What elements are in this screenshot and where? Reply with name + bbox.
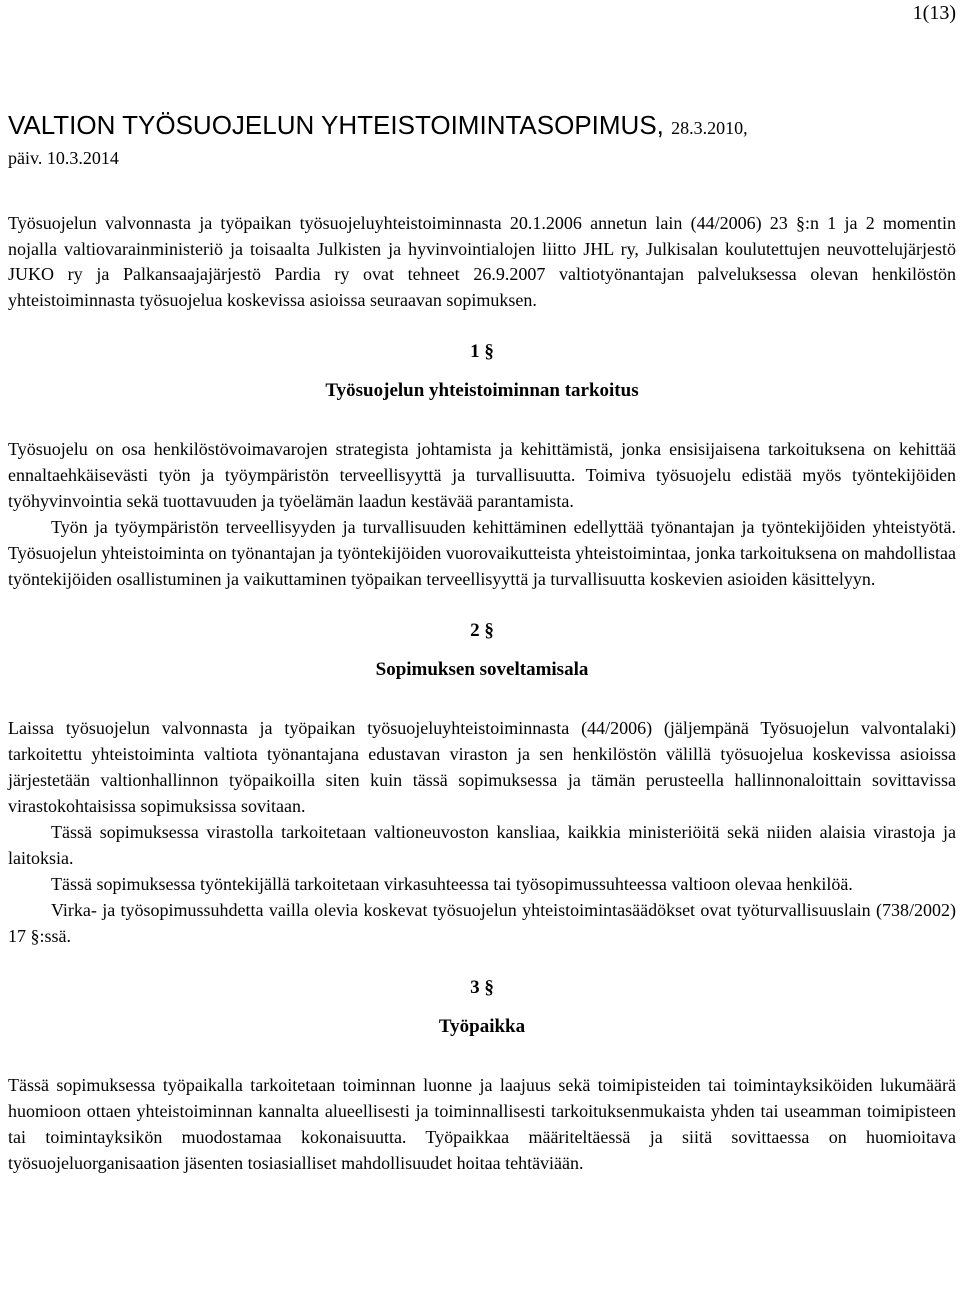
title-main-text: VALTION TYÖSUOJELUN YHTEISTOIMINTASOPIMUS, [8,110,664,140]
section-paragraph: Tässä sopimuksessa virastolla tarkoitetaan valtioneuvoston kansliaa, kaikkia ministeriöitä sekä niiden alaisia virastoja ja laitoksia. [8,822,956,868]
section-paragraph: Tässä sopimuksessa työpaikalla tarkoitetaan toiminnan luonne ja laajuus sekä toimipisteiden tai toimintayksiköiden lukumäärä huomioon ottaen yhteistoiminnan kannalta alueellisesti ja toiminnallisesti tarkoituksenmukaista yhden tai useamman toimipisteen tai toimintayksikön muodostamaa kokonaisuutta. Työpaikkaa määriteltäessä ja siitä sovittaessa on huomioitava työsuojeluorganisaation jäsenten tosiasialliset mahdollisuudet hoitaa tehtäviään. [8,1075,956,1173]
section-paragraph: Virka- ja työsopimussuhdetta vailla olevia koskevat työsuojelun yhteistoimintasäädökset ovat työturvallisuuslain (738/2002) 17 §:ssä. [8,900,956,946]
document-body [8,211,956,1176]
section-1 [8,339,956,592]
section-paragraph: Laissa työsuojelun valvonnasta ja työpaikan työsuojeluyhteistoiminnasta (44/2006) (jäljempänä Työsuojelun valvontalaki) tarkoitettu yhteistoiminta valtiota työnantajana edustavan viraston ja sen henkilöstön välillä työsuojelua koskevissa asioissa järjestetään valtionhallinnon työpaikoilla siten kuin tässä sopimuksessa ja tämän perusteella hallinnonaloittain sovittavissa virastokohtaisissa sopimuksissa sovitaan. [8,718,956,816]
section-title: Sopimuksen soveltamisala [375,659,589,680]
document-title [8,109,952,144]
section-paragraph: Työsuojelu on osa henkilöstövoimavarojen strategista johtamista ja kehittämistä, jonka ensisijaisena tarkoituksena on kehittää ennaltaehkäisevästi työn ja työympäristön terveellisyyttä ja turvallisuutta. Toimiva työsuojelu edistää myös työntekijöiden työhyvinvointia sekä tuottavuuden ja työelämän laadun kestävää parantamista. [8,439,956,511]
document-title-block [8,109,952,170]
section-number: 3 § [470,977,494,998]
title-date: 28.3.2010, [671,118,748,138]
section-3 [8,975,956,1176]
section-title: Työsuojelun yhteistoiminnan tarkoitus [325,380,639,401]
section-paragraph: Tässä sopimuksessa työntekijällä tarkoitetaan virkasuhteessa tai työsopimussuhteessa valtioon olevaa henkilöä. [51,874,853,894]
page-number: 1(13) [912,2,956,24]
section-2 [8,618,956,949]
title-revised-date: päiv. 10.3.2014 [8,148,119,168]
section-number: 1 § [470,341,494,362]
intro-block [8,211,956,313]
section-number: 2 § [470,620,494,641]
intro-paragraph: Työsuojelun valvonnasta ja työpaikan työsuojeluyhteistoiminnasta 20.1.2006 annetun lain (44/2006) 23 §:n 1 ja 2 momentin nojalla valtiovarainministeriö ja toisaalta Julkisten ja hyvinvointialojen liitto JHL ry, Julkisalan koulutettujen neuvottelujärjestö JUKO ry ja Palkansaajajärjestö Pardia ry ovat tehneet 26.9.2007 valtiotyönantajan palveluksessa olevan henkilöstön yhteistoiminnasta työsuojelua koskevissa asioissa seuraavan sopimuksen. [8,213,956,310]
section-title: Työpaikka [438,1016,526,1037]
section-paragraph: Työn ja työympäristön terveellisyyden ja turvallisuuden kehittäminen edellyttää työnantajan ja työntekijöiden yhteistyötä. Työsuojelun yhteistoiminta on työnantajan ja työntekijöiden vuorovaikutteista yhteistoimintaa, jonka tarkoituksena on mahdollistaa työntekijöiden osallistuminen ja vaikuttaminen työpaikan terveellisyyttä ja turvallisuutta koskevien asioiden käsittelyyn. [8,517,956,589]
